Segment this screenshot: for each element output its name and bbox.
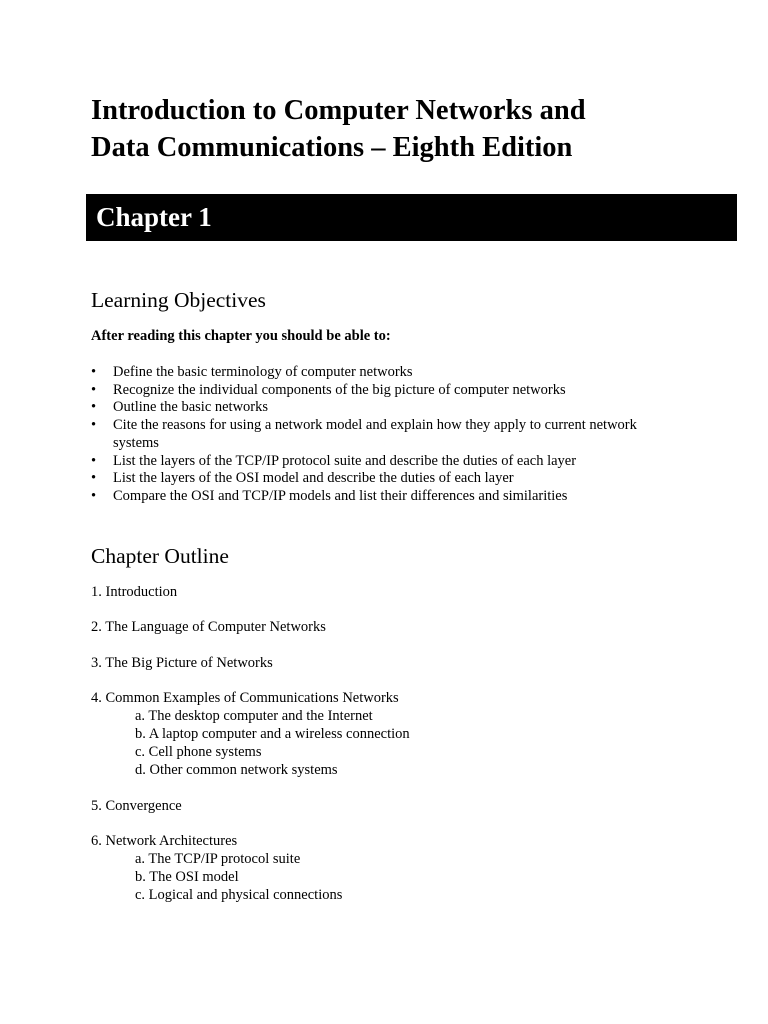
bullet-icon: • <box>91 470 97 487</box>
objective-text: List the layers of the TCP/IP protocol suite and describe the duties of each layer <box>113 452 577 469</box>
bullet-icon: • <box>91 399 97 416</box>
bullet-icon: • <box>91 417 97 434</box>
outline-item-label: 2. The Language of Computer Networks <box>91 619 326 636</box>
objective-item <box>91 364 691 382</box>
bullet-icon: • <box>91 487 97 504</box>
objective-text: systems <box>113 434 159 451</box>
objective-text: Recognize the individual components of the big picture of computer networks <box>113 381 566 398</box>
objectives-list <box>91 364 691 506</box>
chapter-outline-list <box>91 583 691 921</box>
outline-subitem: b. The OSI model <box>135 868 239 885</box>
outline-subitem: d. Other common network systems <box>135 762 338 779</box>
document-title <box>91 92 741 166</box>
outline-item <box>91 583 691 601</box>
outline-item-label: 1. Introduction <box>91 584 178 600</box>
title-line-1: Introduction to Computer Networks and <box>91 95 586 126</box>
outline-subitem: a. The desktop computer and the Internet <box>135 708 373 725</box>
objective-text: Define the basic terminology of computer networks <box>113 364 413 380</box>
outline-subitem: c. Logical and physical connections <box>135 886 343 903</box>
chapter-label: Chapter 1 <box>96 202 212 232</box>
bullet-icon: • <box>91 381 97 398</box>
objectives-intro: After reading this chapter you should be able to: <box>91 328 391 344</box>
outline-item-label: 6. Network Architectures <box>91 832 238 849</box>
outline-item <box>91 689 691 779</box>
outline-item <box>91 797 691 815</box>
objective-item <box>91 488 691 506</box>
outline-item-label: 5. Convergence <box>91 797 182 814</box>
outline-item <box>91 618 691 636</box>
objective-item <box>91 453 691 471</box>
objective-text: List the layers of the OSI model and describe the duties of each layer <box>113 470 514 487</box>
learning-objectives-heading: Learning Objectives <box>91 288 266 312</box>
title-line-2: Data Communications – Eighth Edition <box>91 132 573 163</box>
objective-item <box>91 399 691 417</box>
outline-item <box>91 832 691 904</box>
outline-subitem: b. A laptop computer and a wireless connection <box>135 726 410 743</box>
objective-item <box>91 417 691 452</box>
bullet-icon: • <box>91 452 97 469</box>
objective-item <box>91 470 691 488</box>
chapter-banner <box>86 194 737 241</box>
outline-subitem: a. The TCP/IP protocol suite <box>135 850 301 867</box>
outline-item-label: 4. Common Examples of Communications Networks <box>91 690 399 707</box>
objective-text: Compare the OSI and TCP/IP models and list their differences and similarities <box>113 487 568 504</box>
chapter-outline-heading: Chapter Outline <box>91 544 229 568</box>
outline-item <box>91 654 691 672</box>
outline-item-label: 3. The Big Picture of Networks <box>91 654 273 671</box>
objective-item <box>91 382 691 400</box>
objective-text: Cite the reasons for using a network model and explain how they apply to current network <box>113 417 637 434</box>
outline-subitem: c. Cell phone systems <box>135 744 262 761</box>
objective-text: Outline the basic networks <box>113 399 269 416</box>
bullet-icon: • <box>91 364 97 380</box>
